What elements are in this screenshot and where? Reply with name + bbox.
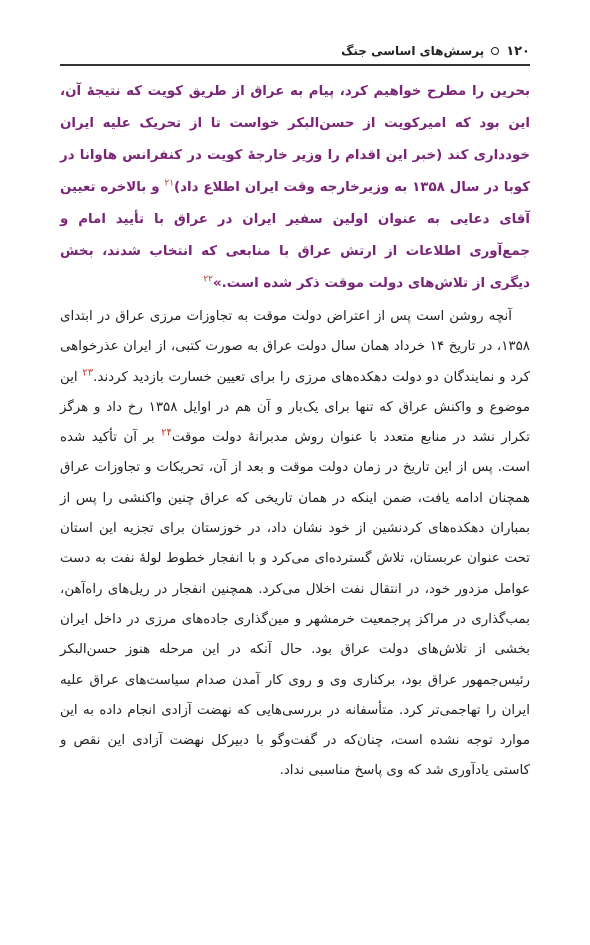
circle-bullet-icon (491, 47, 499, 55)
body-paragraph (60, 302, 530, 787)
footnote-ref-21[interactable]: ۲۱ (164, 178, 175, 189)
body-text-seg1: آنچه روشن است پس از اعتراض دولت موقت به تجاوزات مرزی عراق در ابتدای ۱۳۵۸، در تاریخ ۱۴ خرداد همان سال دولت عراق به صورت کتبی، از ایران عذرخواهی کرد و نمایندگان دو دولت دهکده‌های مرزی را برای تعیین خسارت بازدید کردند. (60, 309, 530, 385)
footnote-ref-24[interactable]: ۲۴ (161, 427, 172, 439)
footnote-ref-22[interactable]: ۲۲ (203, 274, 214, 285)
running-title: پرسش‌های اساسی جنگ (341, 44, 485, 58)
page-header (60, 38, 530, 66)
page-number: ۱۲۰ (506, 43, 530, 59)
footnote-ref-23[interactable]: ۲۳ (82, 367, 94, 379)
quoted-passage (60, 76, 530, 300)
body-text-seg2: این موضوع و واکنش عراق که تنها برای یک‌بار و آن هم در اوایل ۱۳۵۸ رخ داد و هرگز تکرار نشد در منابع متعدد با عنوان روش مدبرانهٔ دولت موقت (60, 369, 531, 446)
quote-text-part1: بحرین را مطرح خواهیم کرد، پیام به عراق از طریق کویت که نتیجهٔ آن، این بود که امیرکویت از حسن‌البکر خواست تا از تحریک علیه ایران خودداری کند (خبر این اقدام را وزیر خارجهٔ کویت در کنفرانس هاوانا در کوبا در سال ۱۳۵۸ به وزیرخارجه وقت ایران اطلاع داد) (60, 84, 530, 195)
quote-text-part2: و بالاخره تعیین آقای دعایی به عنوان اولین سفیر ایران در عراق با تأیید امام و جمع‌آوری اطلاعات از ارتش عراق با منابعی که انتخاب شدند، بخش دیگری از تلاش‌های دولت موقت ذکر شده است.» (60, 180, 530, 291)
paragraph (60, 302, 530, 787)
body-text-seg3: بر آن تأکید شده است. پس از این تاریخ در زمان دولت موقت و بعد از آن، تحریکات و تجاوزات عراق همچنان ادامه یافت، ضمن اینکه در همان تاریخی که عراق چنین واکنشی را پس از بمباران دهکده‌های کردنشین از خود نشان داد، در خوزستان برای تجزیه این استان تحت عنوان عربستان، تلاش گسترده‌ای می‌کرد و با انفجار خطوط لولهٔ نفت به دست عوامل مزدور خود، در انتقال نفت اخلال می‌کرد. همچنین انفجار در ریل‌های راه‌آهن، بمب‌گذاری در مراکز پرجمعیت خرمشهر و مین‌گذاری جاده‌های مرزی در داخل ایران بخشی از تلاش‌های دولت عراق بود. حال آنکه در این مرحله هنوز حسن‌البکر رئیس‌جمهور عراق بود، برکناری وی و روی کار آمدن صدام سیاست‌های عراق علیه ایران را تهاجمی‌تر کرد. متأسفانه در بررسی‌هایی که نهضت آزادی انجام داده به این موارد توجه نشده است، چنان‌که در گفت‌وگو با دبیرکل نهضت آزادی این نقص و کاستی یادآوری شد که وی پاسخ مناسبی نداد. (60, 430, 530, 779)
